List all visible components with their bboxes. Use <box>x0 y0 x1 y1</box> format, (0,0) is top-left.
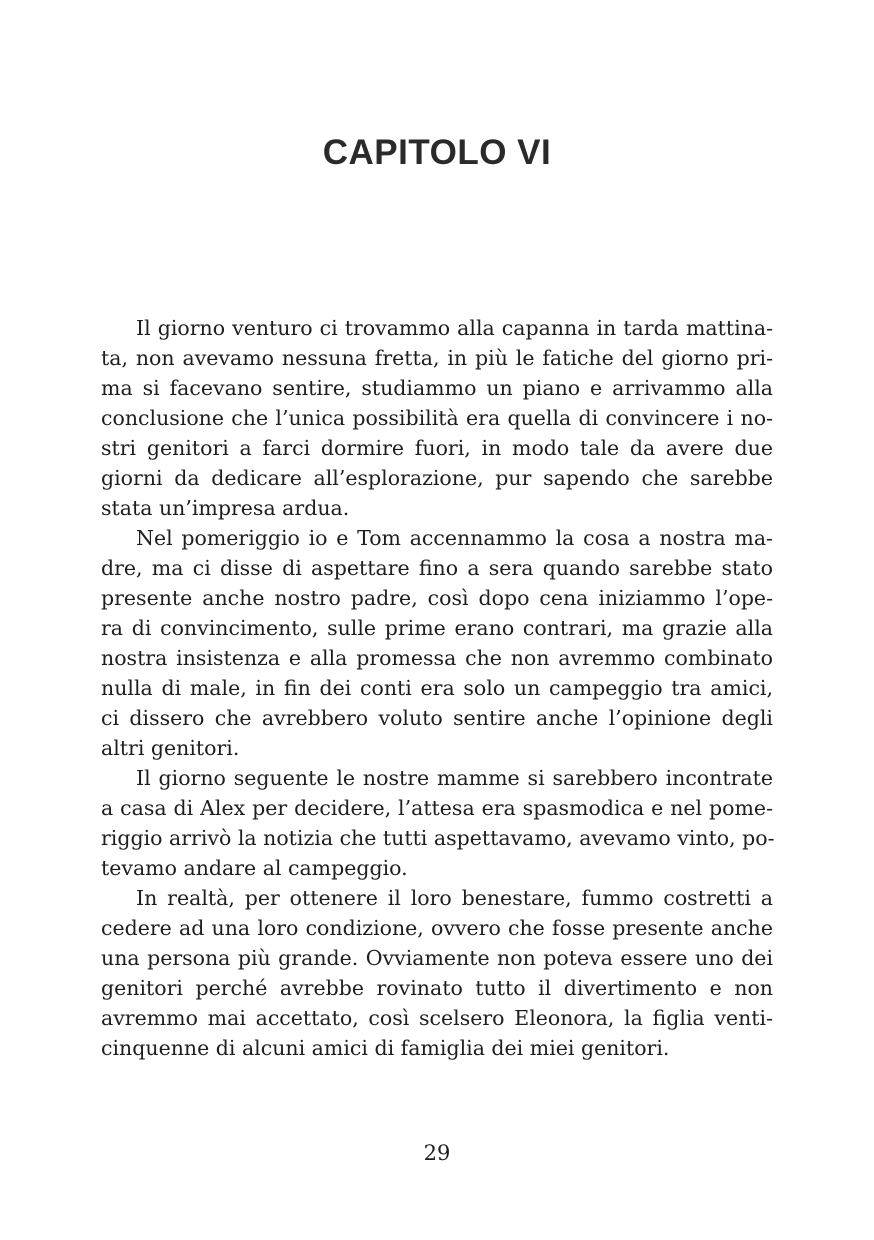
text-line: ci dissero che avrebbero voluto sentire anche l’opinione degli <box>101 706 773 730</box>
text-line: nulla di male, in fin dei conti era solo un campeggio tra amici, <box>101 676 773 700</box>
text-line: Nel pomeriggio io e Tom accennammo la cosa a nostra ma- <box>136 526 773 550</box>
text-line: Il giorno venturo ci trovammo alla capanna in tarda mattina- <box>136 316 773 340</box>
text-line: cedere ad una loro condizione, ovvero che fosse presente anche <box>101 916 773 940</box>
text-line: una persona più grande. Ovviamente non poteva essere uno dei <box>101 946 773 970</box>
text-line: ma si facevano sentire, studiammo un piano e arrivammo alla <box>101 376 773 400</box>
body-text <box>101 313 773 1063</box>
chapter-title: CAPITOLO VI <box>322 133 552 172</box>
text-line: altri genitori. <box>101 736 240 760</box>
text-line: a casa di Alex per decidere, l’attesa era spasmodica e nel pome- <box>101 796 773 820</box>
text-line: avremmo mai accettato, così scelsero Eleonora, la figlia venti- <box>101 1006 773 1030</box>
text-line: Il giorno seguente le nostre mamme si sarebbero incontrate <box>136 766 773 790</box>
text-line: stata un’impresa ardua. <box>101 496 350 520</box>
text-line: ra di convincimento, sulle prime erano contrari, ma grazie alla <box>101 616 773 640</box>
text-line: cinquenne di alcuni amici di famiglia dei miei genitori. <box>101 1036 670 1060</box>
text-line: ta, non avevamo nessuna fretta, in più le fatiche del giorno pri- <box>101 346 773 370</box>
text-line: riggio arrivò la notizia che tutti aspettavamo, avevamo vinto, po- <box>101 826 775 850</box>
text-line: conclusione che l’unica possibilità era quella di convincere i no- <box>101 406 773 430</box>
text-line: In realtà, per ottenere il loro benestare, fummo costretti a <box>136 886 773 910</box>
text-line: dre, ma ci disse di aspettare fino a sera quando sarebbe stato <box>101 556 773 580</box>
text-line: giorni da dedicare all’esplorazione, pur sapendo che sarebbe <box>101 466 773 490</box>
text-line: presente anche nostro padre, così dopo cena iniziammo l’ope- <box>101 586 773 610</box>
page-number: 29 <box>423 1141 451 1165</box>
text-line: tevamo andare al campeggio. <box>101 856 408 880</box>
text-line: stri genitori a farci dormire fuori, in modo tale da avere due <box>101 436 773 460</box>
text-line: nostra insistenza e alla promessa che non avremmo combinato <box>101 646 773 670</box>
text-line: genitori perché avrebbe rovinato tutto il divertimento e non <box>101 976 773 1000</box>
